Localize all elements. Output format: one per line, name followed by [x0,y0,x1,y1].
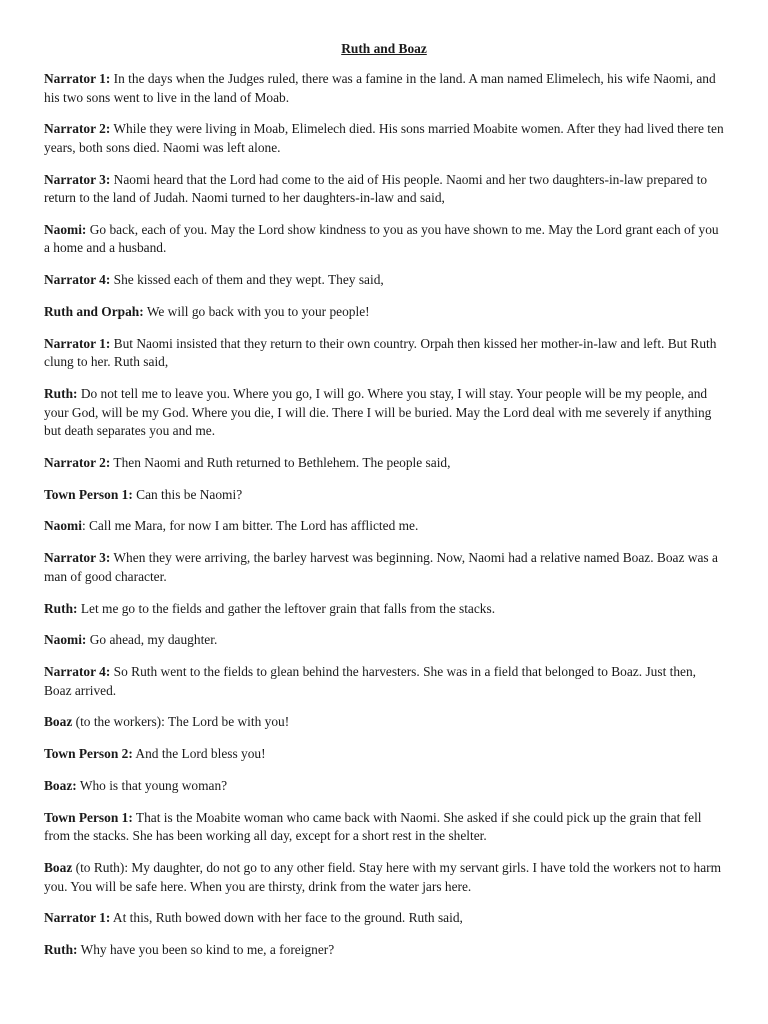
line-text: In the days when the Judges ruled, there was a famine in the land. A man named Elimelech, his wife Naomi, and his two sons went to live in the land of Moab. [44,71,716,105]
document-page [44,40,724,973]
line-text: Then Naomi and Ruth returned to Bethlehem. The people said, [110,454,451,470]
line-text: Why have you been so kind to me, a foreigner? [77,942,335,958]
speaker-name: Ruth and Orpah: [44,303,144,319]
dialogue-line [44,777,724,796]
dialogue-line [44,663,724,700]
line-text: When they were arriving, the barley harvest was beginning. Now, Naomi had a relative named Boaz. Boaz was a man of good character. [44,550,718,584]
dialogue-line [44,631,724,650]
script-body [44,70,724,960]
speaker-name: Narrator 4: [44,272,111,288]
dialogue-line [44,70,724,107]
dialogue-line [44,171,724,208]
dialogue-line [44,454,724,473]
dialogue-line [44,335,724,372]
speaker-name: Naomi: [44,632,87,648]
speaker-name: Naomi [44,518,82,534]
speaker-name: Town Person 2: [44,746,133,762]
line-text: We will go back with you to your people! [143,303,370,319]
speaker-name: Narrator 1: [44,71,111,86]
line-text: Can this be Naomi? [132,486,243,502]
dialogue-line [44,517,724,536]
dialogue-line [44,909,724,928]
line-text: (to the workers): The Lord be with you! [72,714,290,730]
line-text: She kissed each of them and they wept. They said, [110,272,384,288]
dialogue-line [44,549,724,586]
speaker-name: Ruth: [44,942,78,958]
speaker-name: Naomi: [44,221,87,237]
dialogue-line [44,221,724,258]
dialogue-line [44,600,724,619]
speaker-name: Town Person 1: [44,486,133,502]
speaker-name: Boaz: [44,778,77,794]
line-text: While they were living in Moab, Elimelech died. His sons married Moabite women. After they had lived there ten years, both sons died. Naomi was left alone. [44,121,724,155]
speaker-name: Narrator 2: [44,121,111,137]
document-title: Ruth and Boaz [341,41,427,56]
dialogue-line [44,303,724,322]
speaker-name: Narrator 2: [44,454,111,470]
line-text: Let me go to the fields and gather the leftover grain that falls from the stacks. [77,600,496,616]
line-text: Go back, each of you. May the Lord show kindness to you as you have shown to me. May the Lord grant each of you a home and a husband. [44,221,719,256]
speaker-name: Town Person 1: [44,809,133,825]
line-text: So Ruth went to the fields to glean behind the harvesters. She was in a field that belonged to Boaz. Just then, Boaz arrived. [44,664,697,698]
dialogue-line [44,809,724,846]
speaker-name: Ruth: [44,600,78,616]
speaker-name: Narrator 1: [44,910,111,926]
line-text: (to Ruth): My daughter, do not go to any other field. Stay here with my servant girls. I have told the workers not to harm you. You will be safe here. When you are thirsty, drink from the water jars here. [44,860,722,894]
line-text: Go ahead, my daughter. [86,632,218,648]
speaker-name: Ruth: [44,386,78,402]
speaker-name: Narrator 1: [44,335,111,351]
line-text: But Naomi insisted that they return to their own country. Orpah then kissed her mother-in-law and left. But Ruth clung to her. Ruth said, [44,335,717,370]
dialogue-line [44,271,724,290]
dialogue-line [44,941,724,960]
line-text: And the Lord bless you! [132,746,266,762]
dialogue-line [44,745,724,764]
dialogue-line [44,859,724,896]
line-text: At this, Ruth bowed down with her face to the ground. Ruth said, [110,910,463,926]
speaker-name: Boaz [44,714,73,730]
line-text: Naomi heard that the Lord had come to the aid of His people. Naomi and her two daughters-in-law prepared to return to the land of Judah. Naomi turned to her daughters-in-law and said, [44,171,708,206]
speaker-name: Narrator 3: [44,550,111,566]
speaker-name: Narrator 3: [44,171,111,187]
line-text: Who is that young woman? [76,778,228,794]
dialogue-line [44,120,724,157]
dialogue-line [44,713,724,732]
dialogue-line [44,486,724,505]
line-text: Do not tell me to leave you. Where you go, I will go. Where you stay, I will stay. Your people will be my people, and your God, will be my God. Where you die, I will die. There I will be buried. May the Lord deal with me severely if anything but death separates you and me. [44,386,712,439]
speaker-name: Narrator 4: [44,664,111,680]
speaker-name: Boaz [44,860,73,876]
line-text: That is the Moabite woman who came back with Naomi. She asked if she could pick up the grain that fell from the stacks. She has been working all day, except for a short rest in the shelter. [44,809,702,844]
dialogue-line [44,385,724,441]
line-text: : Call me Mara, for now I am bitter. The Lord has afflicted me. [81,518,419,534]
